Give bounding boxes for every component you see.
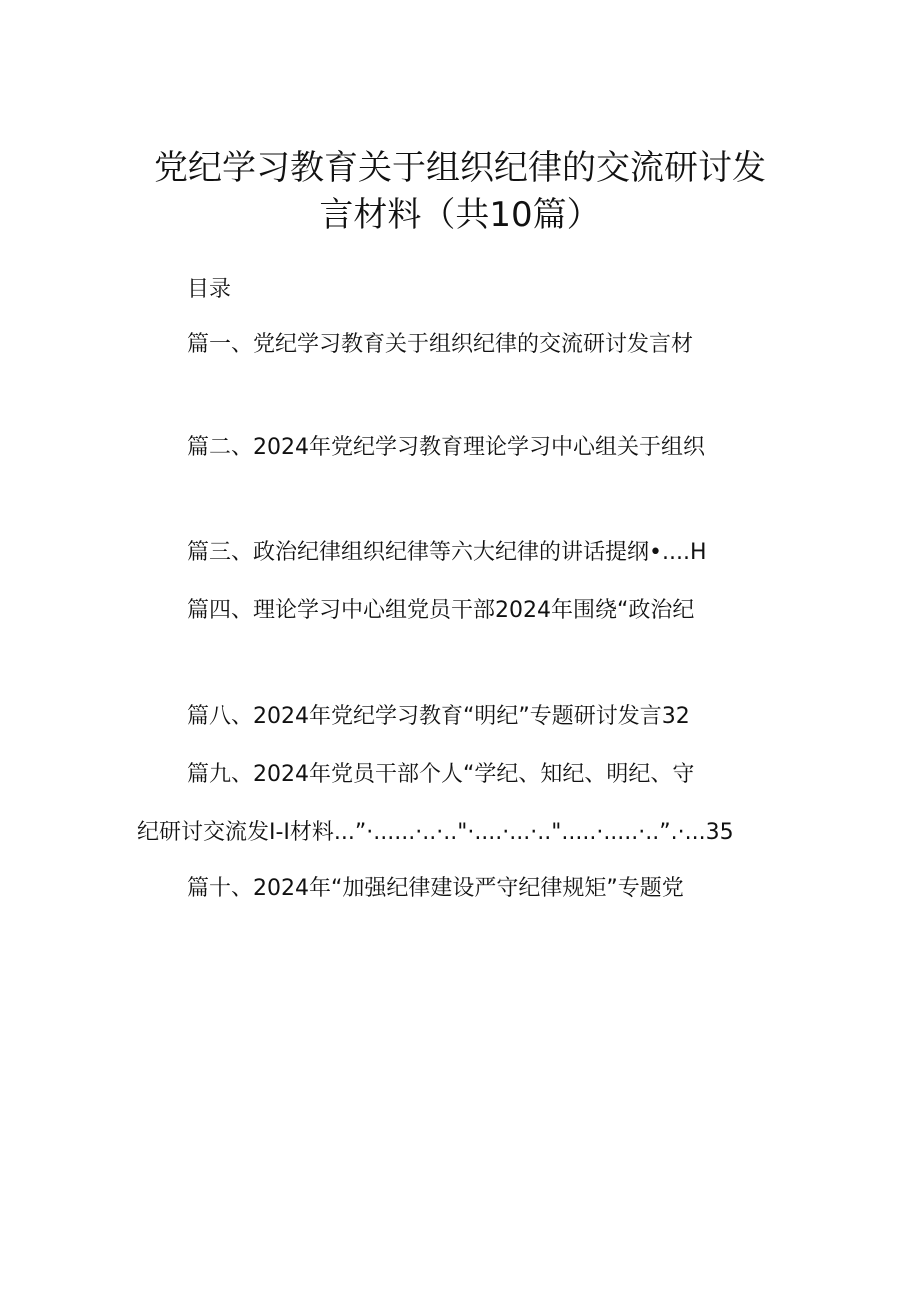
toc-entry-10: 篇十、2024年“加强纪律建设严守纪律规矩”专题党 xyxy=(187,876,684,901)
toc-entry-9: 篇九、2024年党员干部个人“学纪、知纪、明纪、守 xyxy=(187,762,695,787)
toc-heading: 目录 xyxy=(187,277,232,302)
document-title-line-2: 言材料（共10篇） xyxy=(319,195,601,235)
toc-entry-2: 篇二、2024年党纪学习教育理论学习中心组关于组织 xyxy=(187,435,705,460)
toc-entry-3: 篇三、政治纪律组织纪律等六大纪律的讲话提纲•....H xyxy=(187,540,707,565)
document-title-line-1: 党纪学习教育关于组织纪律的交流研讨发 xyxy=(154,148,766,188)
toc-entry-8: 篇八、2024年党纪学习教育“明纪”专题研讨发言32 xyxy=(187,704,690,729)
toc-entry-1: 篇一、党纪学习教育关于组织纪律的交流研讨发言材 xyxy=(187,332,694,357)
toc-entry-4: 篇四、理论学习中心组党员干部2024年围绕“政治纪 xyxy=(187,598,695,623)
toc-entry-9-continuation: 纪研讨交流发I-I材料...”·......·..·.."·....·...·..".....·.....·..”.·...35 xyxy=(137,820,734,845)
